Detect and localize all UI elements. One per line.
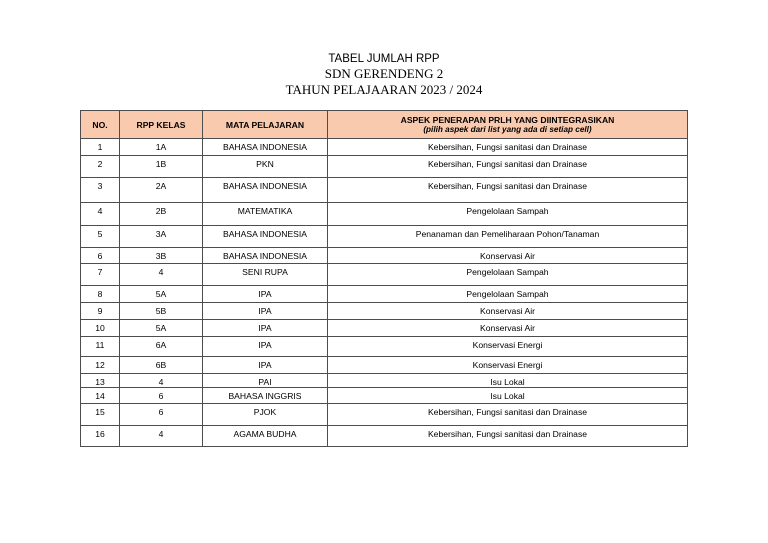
title-line-2: SDN GERENDENG 2 — [324, 66, 444, 81]
cell-mapel: BAHASA INDONESIA — [203, 226, 328, 248]
cell-kelas: 2B — [120, 203, 203, 226]
cell-aspek: Konservasi Air — [328, 303, 688, 320]
cell-kelas: 5A — [120, 286, 203, 303]
rpp-table — [80, 110, 688, 447]
table-row — [81, 374, 688, 388]
table-header-row — [81, 111, 688, 139]
cell-aspek: Konservasi Energi — [328, 337, 688, 357]
cell-aspek: Pengelolaan Sampah — [328, 264, 688, 286]
cell-mapel: BAHASA INDONESIA — [203, 248, 328, 264]
table-row — [81, 203, 688, 226]
cell-aspek: Kebersihan, Fungsi sanitasi dan Drainase — [328, 139, 688, 156]
col-header-rpp-kelas: RPP KELAS — [120, 111, 203, 139]
cell-kelas: 6B — [120, 357, 203, 374]
cell-no: 3 — [81, 178, 120, 203]
table-row — [81, 388, 688, 404]
table-row — [81, 337, 688, 357]
cell-aspek: Isu Lokal — [328, 374, 688, 388]
cell-kelas: 5A — [120, 320, 203, 337]
col-header-aspek-title: ASPEK PENERAPAN PRLH YANG DIINTEGRASIKAN — [400, 115, 615, 125]
cell-mapel: IPA — [203, 303, 328, 320]
table-row — [81, 156, 688, 178]
cell-mapel: PJOK — [203, 404, 328, 426]
cell-mapel: BAHASA INGGRIS — [203, 388, 328, 404]
cell-kelas: 6 — [120, 404, 203, 426]
cell-kelas: 6 — [120, 388, 203, 404]
cell-aspek: Pengelolaan Sampah — [328, 203, 688, 226]
cell-aspek: Pengelolaan Sampah — [328, 286, 688, 303]
cell-no: 15 — [81, 404, 120, 426]
cell-aspek: Kebersihan, Fungsi sanitasi dan Drainase — [328, 404, 688, 426]
cell-mapel: BAHASA INDONESIA — [203, 178, 328, 203]
col-header-no: NO. — [81, 111, 120, 139]
cell-mapel: IPA — [203, 320, 328, 337]
cell-kelas: 1A — [120, 139, 203, 156]
table-row — [81, 286, 688, 303]
cell-aspek: Konservasi Air — [328, 320, 688, 337]
cell-aspek: Kebersihan, Fungsi sanitasi dan Drainase — [328, 178, 688, 203]
cell-aspek: Kebersihan, Fungsi sanitasi dan Drainase — [328, 426, 688, 447]
cell-mapel: SENI RUPA — [203, 264, 328, 286]
cell-no: 5 — [81, 226, 120, 248]
table-row — [81, 178, 688, 203]
cell-mapel: AGAMA BUDHA — [203, 426, 328, 447]
cell-no: 12 — [81, 357, 120, 374]
table-row — [81, 226, 688, 248]
cell-no: 2 — [81, 156, 120, 178]
cell-mapel: PKN — [203, 156, 328, 178]
cell-mapel: IPA — [203, 286, 328, 303]
title-line-1: TABEL JUMLAH RPP — [328, 53, 440, 65]
cell-aspek: Konservasi Air — [328, 248, 688, 264]
cell-no: 10 — [81, 320, 120, 337]
table-row — [81, 357, 688, 374]
cell-mapel: MATEMATIKA — [203, 203, 328, 226]
col-header-mata-pelajaran: MATA PELAJARAN — [203, 111, 328, 139]
title-line-3: TAHUN PELAJAARAN 2023 / 2024 — [285, 82, 483, 97]
table-row — [81, 139, 688, 156]
cell-no: 11 — [81, 337, 120, 357]
cell-kelas: 3A — [120, 226, 203, 248]
cell-kelas: 2A — [120, 178, 203, 203]
cell-aspek: Isu Lokal — [328, 388, 688, 404]
cell-mapel: IPA — [203, 337, 328, 357]
table-row — [81, 426, 688, 447]
cell-aspek: Kebersihan, Fungsi sanitasi dan Drainase — [328, 156, 688, 178]
cell-no: 16 — [81, 426, 120, 447]
col-header-aspek-note: (pilih aspek dari list yang ada di setiap cell) — [423, 125, 592, 134]
col-header-aspek — [328, 111, 688, 139]
cell-kelas: 1B — [120, 156, 203, 178]
cell-no: 4 — [81, 203, 120, 226]
cell-kelas: 3B — [120, 248, 203, 264]
cell-no: 8 — [81, 286, 120, 303]
cell-kelas: 4 — [120, 264, 203, 286]
cell-no: 1 — [81, 139, 120, 156]
cell-mapel: PAI — [203, 374, 328, 388]
cell-no: 14 — [81, 388, 120, 404]
cell-mapel: IPA — [203, 357, 328, 374]
table-row — [81, 264, 688, 286]
cell-aspek: Penanaman dan Pemeliharaan Pohon/Tanaman — [328, 226, 688, 248]
cell-no: 6 — [81, 248, 120, 264]
cell-no: 13 — [81, 374, 120, 388]
cell-kelas: 5B — [120, 303, 203, 320]
table-row — [81, 404, 688, 426]
cell-aspek: Konservasi Energi — [328, 357, 688, 374]
table-row — [81, 303, 688, 320]
cell-no: 9 — [81, 303, 120, 320]
table-row — [81, 320, 688, 337]
cell-no: 7 — [81, 264, 120, 286]
cell-kelas: 4 — [120, 374, 203, 388]
cell-mapel: BAHASA INDONESIA — [203, 139, 328, 156]
cell-kelas: 4 — [120, 426, 203, 447]
document-header — [0, 52, 768, 98]
cell-kelas: 6A — [120, 337, 203, 357]
table-row — [81, 248, 688, 264]
